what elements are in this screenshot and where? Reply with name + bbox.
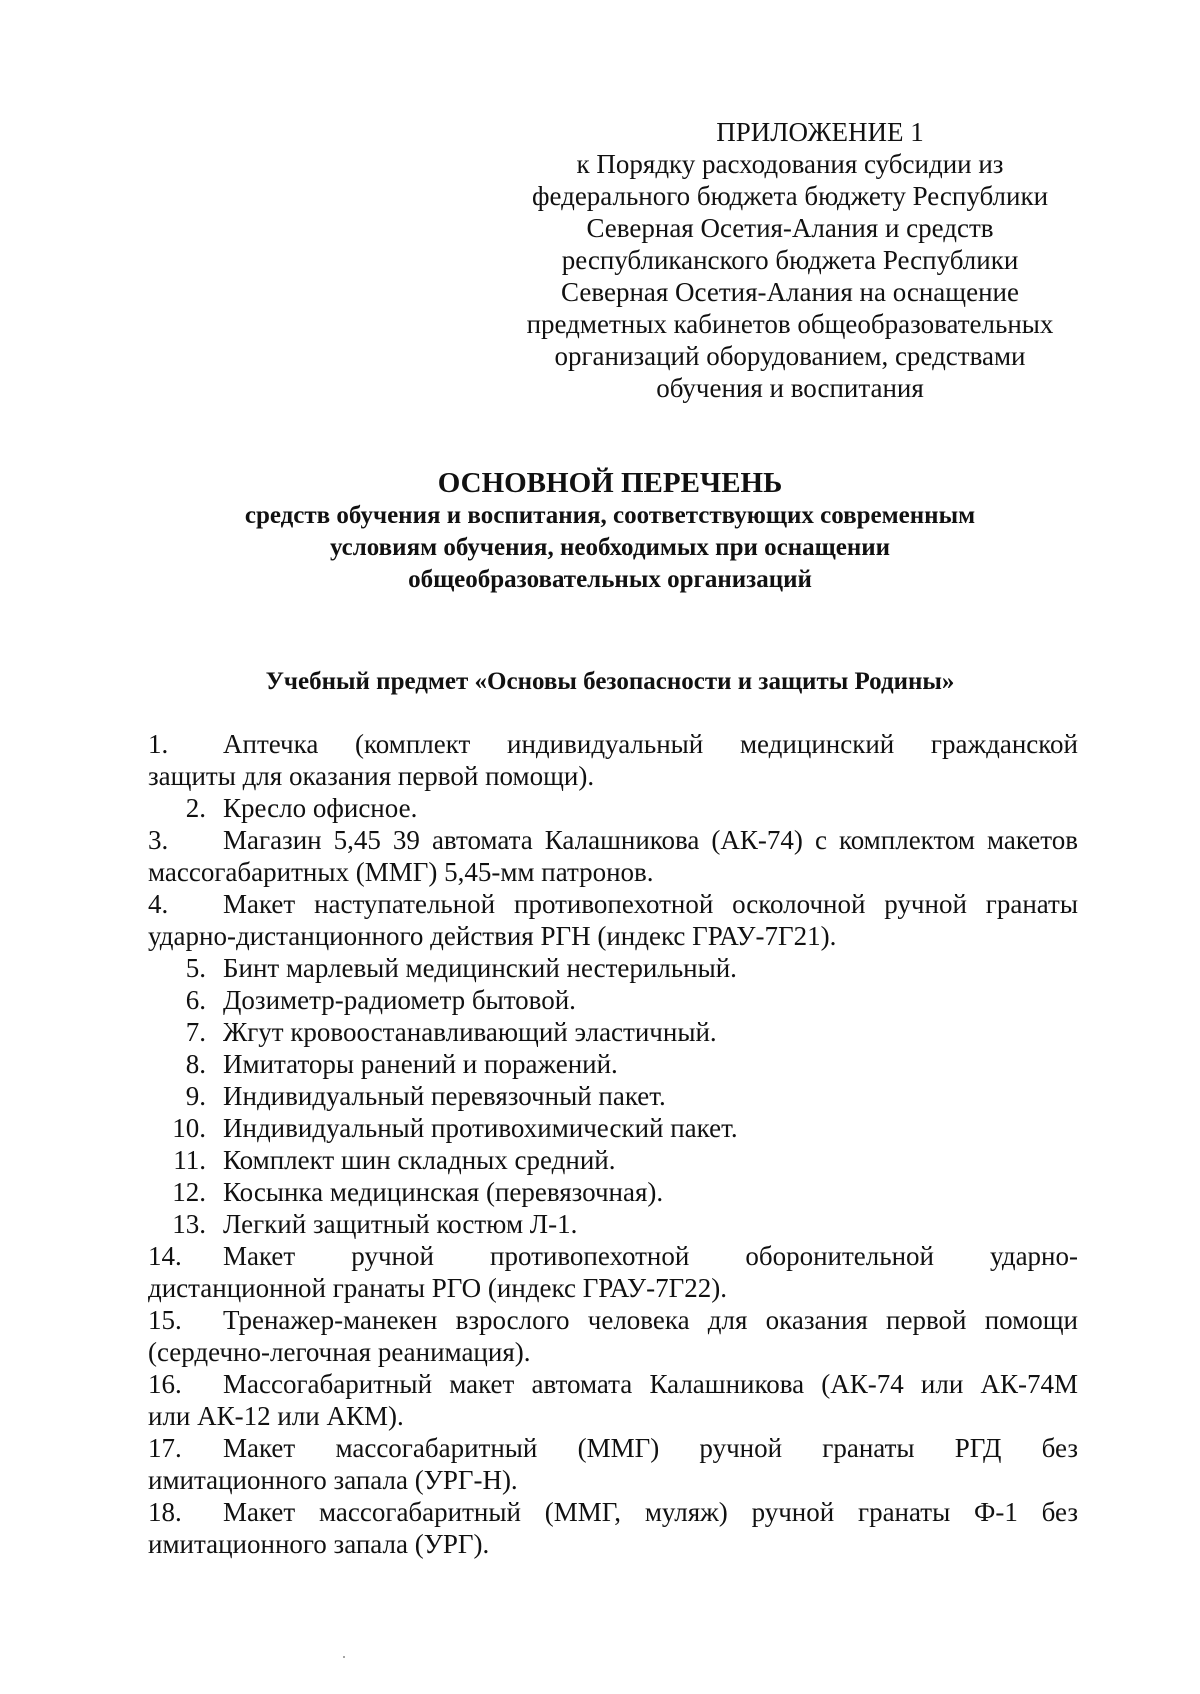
list-item bbox=[148, 1176, 1078, 1208]
list-item bbox=[148, 888, 1078, 952]
list-item-text: Макет массогабаритный (ММГ) ручной гранаты РГД без bbox=[223, 1433, 1078, 1463]
subject-heading: Учебный предмет «Основы безопасности и защиты Родины» bbox=[265, 668, 955, 695]
list-item bbox=[148, 1368, 1078, 1432]
list-item bbox=[148, 1304, 1078, 1368]
list-item-first-line bbox=[148, 824, 1078, 856]
list-item-number: 3. bbox=[148, 825, 169, 855]
list-item-text: Макет массогабаритный (ММГ, муляж) ручной гранаты Ф-1 без bbox=[223, 1497, 1078, 1527]
appendix-line: Северная Осетия-Алания и средств bbox=[586, 213, 994, 243]
list-item-text: Бинт марлевый медицинский нестерильный. bbox=[223, 953, 737, 983]
list-item-number: 17. bbox=[148, 1433, 182, 1463]
list-item-continuation: защиты для оказания первой помощи). bbox=[148, 761, 595, 791]
list-item-continuation: или АК-12 или АКМ). bbox=[148, 1401, 404, 1431]
appendix-line: республиканского бюджета Республики bbox=[561, 245, 1019, 275]
list-item-first-line bbox=[148, 1080, 1078, 1112]
list-item-text: Индивидуальный перевязочный пакет. bbox=[223, 1081, 666, 1111]
appendix-line: к Порядку расходования субсидии из bbox=[576, 149, 1004, 179]
list-item-number: 12. bbox=[172, 1177, 206, 1207]
list-item-first-line bbox=[148, 952, 1078, 984]
list-item-first-line bbox=[148, 792, 1078, 824]
title-line: средств обучения и воспитания, соответствующих современным bbox=[244, 502, 976, 529]
list-item-number: 7. bbox=[185, 1017, 206, 1047]
list-item-first-line bbox=[148, 1176, 1078, 1208]
list-item-continuation: ударно-дистанционного действия РГН (индекс ГРАУ-7Г21). bbox=[148, 921, 837, 951]
appendix-title: ПРИЛОЖЕНИЕ 1 bbox=[716, 117, 924, 147]
list-item-number: 13. bbox=[172, 1209, 206, 1239]
list-item-text: Магазин 5,45 39 автомата Калашникова (АК-74) с комплектом макетов bbox=[223, 825, 1078, 855]
appendix-line: обучения и воспитания bbox=[656, 373, 924, 403]
list-item-first-line bbox=[148, 1144, 1078, 1176]
list-item-first-line bbox=[148, 984, 1078, 1016]
items-list bbox=[148, 728, 1078, 1560]
title-line: условиям обучения, необходимых при оснащении bbox=[329, 534, 891, 561]
list-item-text: Комплект шин складных средний. bbox=[223, 1145, 616, 1175]
list-item bbox=[148, 728, 1078, 792]
scan-speck bbox=[343, 1656, 345, 1658]
list-item-text: Жгут кровоостанавливающий эластичный. bbox=[223, 1017, 717, 1047]
list-item-first-line bbox=[148, 728, 1078, 760]
list-item bbox=[148, 1240, 1078, 1304]
list-item bbox=[148, 952, 1078, 984]
list-item-text: Макет наступательной противопехотной осколочной ручной гранаты bbox=[223, 889, 1078, 919]
appendix-header bbox=[510, 116, 1070, 404]
list-item-text: Тренажер-манекен взрослого человека для оказания первой помощи bbox=[223, 1305, 1078, 1335]
list-item-first-line bbox=[148, 1432, 1078, 1464]
list-item-first-line bbox=[148, 1048, 1078, 1080]
list-item bbox=[148, 792, 1078, 824]
appendix-line: организаций оборудованием, средствами bbox=[554, 341, 1026, 371]
list-item-number: 14. bbox=[148, 1241, 182, 1271]
list-item-text: Дозиметр-радиометр бытовой. bbox=[223, 985, 576, 1015]
list-item-number: 9. bbox=[185, 1081, 206, 1111]
title-line: общеобразовательных организаций bbox=[408, 566, 812, 593]
appendix-line: предметных кабинетов общеобразовательных bbox=[526, 309, 1054, 339]
title-heading: ОСНОВНОЙ ПЕРЕЧЕНЬ bbox=[437, 467, 783, 499]
list-item-text: Косынка медицинская (перевязочная). bbox=[223, 1177, 664, 1207]
list-item-number: 16. bbox=[148, 1369, 182, 1399]
list-item-number: 6. bbox=[185, 985, 206, 1015]
list-item-text: Индивидуальный противохимический пакет. bbox=[223, 1113, 738, 1143]
list-item-text: Легкий защитный костюм Л-1. bbox=[223, 1209, 578, 1239]
appendix-line: федерального бюджета бюджету Республики bbox=[531, 181, 1049, 211]
list-item-number: 11. bbox=[173, 1145, 206, 1175]
list-item-first-line bbox=[148, 1208, 1078, 1240]
list-item bbox=[148, 1080, 1078, 1112]
list-item-number: 4. bbox=[148, 889, 169, 919]
list-item bbox=[148, 824, 1078, 888]
list-item-text: Макет ручной противопехотной оборонительной ударно- bbox=[223, 1241, 1078, 1271]
list-item-text: Массогабаритный макет автомата Калашникова (АК-74 или АК-74М bbox=[223, 1369, 1078, 1399]
list-item-text: Аптечка (комплект индивидуальный медицинский гражданской bbox=[223, 729, 1078, 759]
list-item-first-line bbox=[148, 1496, 1078, 1528]
list-item-continuation: имитационного запала (УРГ). bbox=[148, 1529, 490, 1559]
list-item-number: 8. bbox=[185, 1049, 206, 1079]
list-item-number: 1. bbox=[148, 729, 169, 759]
list-item bbox=[148, 1208, 1078, 1240]
list-item-continuation: (сердечно-легочная реанимация). bbox=[148, 1337, 531, 1367]
list-item-first-line bbox=[148, 1112, 1078, 1144]
list-item-first-line bbox=[148, 888, 1078, 920]
document-title bbox=[150, 466, 1070, 596]
list-item-number: 2. bbox=[185, 793, 206, 823]
list-item-continuation: массогабаритных (ММГ) 5,45-мм патронов. bbox=[148, 857, 654, 887]
list-item-number: 10. bbox=[172, 1113, 206, 1143]
list-item bbox=[148, 1432, 1078, 1496]
list-item bbox=[148, 984, 1078, 1016]
list-item bbox=[148, 1048, 1078, 1080]
list-item-continuation: дистанционной гранаты РГО (индекс ГРАУ-7Г22). bbox=[148, 1273, 727, 1303]
list-item-first-line bbox=[148, 1368, 1078, 1400]
list-item-text: Кресло офисное. bbox=[223, 793, 418, 823]
list-item-first-line bbox=[148, 1240, 1078, 1272]
list-item-text: Имитаторы ранений и поражений. bbox=[223, 1049, 618, 1079]
list-item bbox=[148, 1016, 1078, 1048]
list-item-first-line bbox=[148, 1016, 1078, 1048]
list-item bbox=[148, 1496, 1078, 1560]
list-item bbox=[148, 1112, 1078, 1144]
list-item bbox=[148, 1144, 1078, 1176]
list-item-number: 5. bbox=[185, 953, 206, 983]
list-item-number: 15. bbox=[148, 1305, 182, 1335]
list-item-number: 18. bbox=[148, 1497, 182, 1527]
appendix-line: Северная Осетия-Алания на оснащение bbox=[561, 277, 1019, 307]
list-item-continuation: имитационного запала (УРГ-Н). bbox=[148, 1465, 518, 1495]
list-item-first-line bbox=[148, 1304, 1078, 1336]
